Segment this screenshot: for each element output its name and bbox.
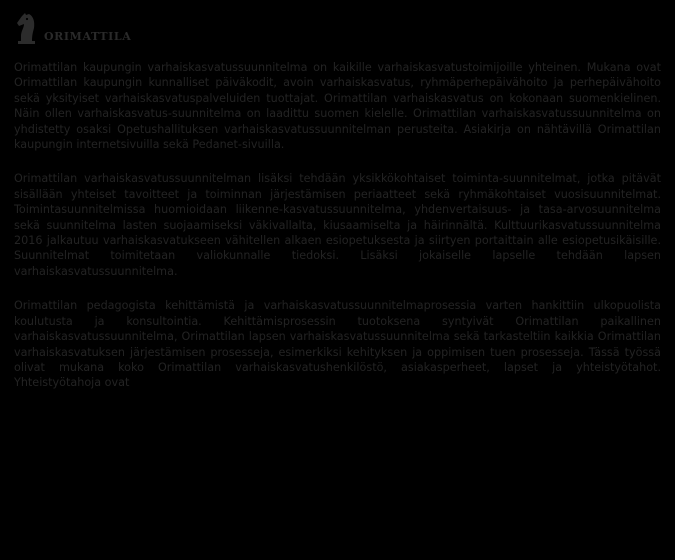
chess-knight-logo-icon — [14, 10, 38, 46]
paragraph-2: Orimattilan varhaiskasvatussuunnitelman lisäksi tehdään yksikkökohtaiset toiminta-suunnitelmat, jotka pitävät sisällään yhteiset tavoitteet ja toiminnan järjestämisen periaatteet sekä ryhmäkohtaiset vuosisuunnitelmat. Toimintasuunnitelmissa huomioidaan liikenne-kasvatussuunnitelma, yhdenvertaisuus- ja tasa-arvosuunnitelma sekä suunnitelma lasten suojaamiseksi väkivallalta, kiusaamiselta ja häirinnältä. Kulttuurikasvatussuunnitelma 2016 jalkautuu varhaiskasvatukseen vähitellen alkaen esiopetuksesta ja siirtyen portaittain alle esiopetusikäisille. Suunnitelmat toimitetaan valiokunnalle tiedoksi. Lisäksi jokaiselle lapselle tehdään lapsen varhaiskasvatussuunnitelma. — [14, 172, 661, 278]
page-header — [14, 6, 131, 46]
paragraph-3: Orimattilan pedagogista kehittämistä ja varhaiskasvatussuunnitelmaprosessia varten hankittiin ulkopuolista koulutusta ja konsultointia. Kehittämisprosessin tuotoksena syntyivät Orimattilan paikallinen varhaiskasvatussuunnitelma, Orimattilan lapsen varhaiskasvatussuunnitelma sekä tarkasteltiin kaikkia Orimattilan varhaiskasvatuksen järjestämisen prosesseja, esimerkiksi kehityksen ja oppimisen tuen prosesseja. Tässä työssä olivat mukana koko Orimattilan varhaiskasvatushenkilöstö, asiakasperheet, lapset ja yhteistyötahot. Yhteistyötahoja ovat — [14, 299, 661, 390]
document-body — [14, 60, 661, 410]
paragraph-1: Orimattilan kaupungin varhaiskasvatussuunnitelma on kaikille varhaiskasvatustoimijoille yhteinen. Mukana ovat Orimattilan kaupungin kunnalliset päiväkodit, avoin varhaiskasvatus, ryhmäperhepäivähoito ja perhepäivähoito sekä yksityiset varhaiskasvatuspalveluiden tuottajat. Orimattilan varhaiskasvatus on kokonaan suomenkielinen. Näin ollen varhaiskasvatus-suunnitelma on laadittu suomen kielelle. Orimattilan varhaiskasvatussuunnitelma on yhdistetty osaksi Opetushallituksen varhaiskasvatussuunnitelman perusteita. Asiakirja on nähtävillä Orimattilan kaupungin internetsivuilla sekä Pedanet-sivuilla. — [14, 61, 661, 152]
logo-text: ORIMATTILA — [44, 30, 132, 43]
